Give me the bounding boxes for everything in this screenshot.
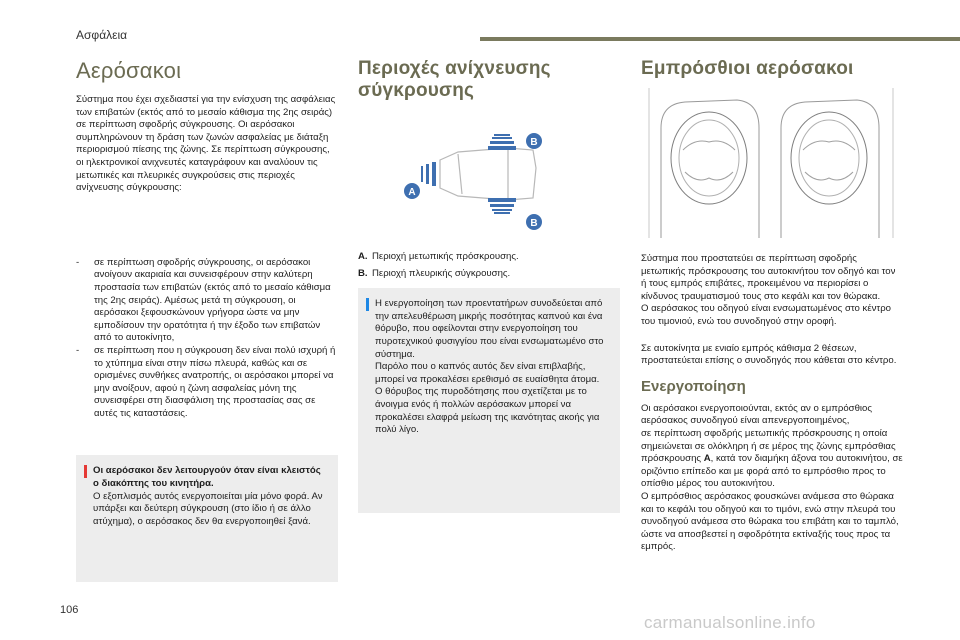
- bullet-item: - σε περίπτωση σφοδρής σύγκρουσης, οι αερόσακοι ανοίγουν ακαριαία και συνεισφέρουν στην καλύτερη προστασία των επιβατών (εκτός από το μεσαίο κάθισμα της 2ης σειράς). Αμέσως μετά τη σύγκρουση, οι αερόσακοι ξεφουσκώνουν γρήγορα ώστε να μην εμποδίσουν την ορατότητα ή την έξοδο των επιβατών από το αυτοκίνητο,: [76, 257, 338, 345]
- warning-bold: Οι αερόσακοι δεν λειτουργούν όταν είναι κλειστός ο διακόπτης του κινητήρα.: [93, 465, 321, 490]
- warning-icon: [84, 465, 87, 478]
- activation-p2-a: σε περίπτωση σφοδρής μετωπικής πρόσκρουσης η οποία σημειώνεται σε ολόκληρη ή σε μέρος της ζώνης εμπρόσθιας πρόσκρουσης: [641, 427, 896, 465]
- column-front-airbags: [641, 58, 903, 554]
- label-a: [404, 183, 420, 199]
- driver-seat-icon: [661, 100, 759, 238]
- airbags-title: Αερόσακοι: [76, 58, 182, 83]
- legend-row-b: [358, 268, 620, 281]
- front-zone: [421, 162, 436, 186]
- activation-p3: Ο εμπρόσθιος αερόσακος φουσκώνει ανάμεσα στο θώρακα και το κεφάλι του οδηγού και το τιμόνι, ενώ στην πλευρά του συνοδηγού ανάμεσα στο θώρακα του επιβάτη και το ταμπλό, ώστε να αποσβεστεί η σφοδρότητα εκτίναξής τους προς τα εμπρός.: [641, 490, 899, 553]
- label-b-bottom: [526, 214, 542, 230]
- header-rule: [480, 37, 960, 41]
- page-number: 106: [60, 604, 79, 616]
- legend-text: Περιοχή μετωπικής πρόσκρουσης.: [372, 251, 519, 262]
- activation-title: Ενεργοποίηση: [641, 377, 746, 395]
- info-box: [358, 288, 620, 513]
- side-zone-bottom: [488, 198, 516, 214]
- bullet-item: - σε περίπτωση που η σύγκρουση δεν είναι πολύ ισχυρή ή το χτύπημα είναι στην πίσω πλευρά, καθώς και σε ορισμένες συνθήκες ανατροπής, οι αερόσακοι μπορεί να μην ανοίξουν, αφού η ζώνη ασφαλείας μόνη της συνεισφέρει στη διασφάλιση της προστασίας σας σε αυτές τις καταστάσεις.: [76, 345, 338, 421]
- front-airbags-p3: Σε αυτοκίνητα με ενιαίο εμπρός κάθισμα 2 θέσεων, προστατεύεται επίσης ο συνοδηγός που κάθεται στο κέντρο.: [641, 342, 897, 367]
- detection-zones-title: Περιοχές ανίχνευσης σύγκρουσης: [358, 58, 551, 101]
- label-b-top: [526, 133, 542, 149]
- info-icon: [366, 298, 369, 311]
- warning-body: Ο εξοπλισμός αυτός ενεργοποιείται μία μόνο φορά. Αν υπάρξει και δεύτερη σύγκρουση (στο ίδιο ή σε άλλο ατύχημα), ο αερόσακος δεν θα ενεργοποιηθεί ξανά.: [93, 490, 323, 527]
- info-p3: Ο θόρυβος της πυροδότησης που σχετίζεται με το άνοιγμα ενός ή πολλών αερόσακων μπορεί να προκαλέσει ελαφρά μείωση της ικανότητας ακοής για πολύ λίγο.: [375, 386, 600, 436]
- section-label: Ασφάλεια: [76, 28, 128, 42]
- front-seats-diagram: [641, 88, 903, 238]
- zone-b-label: B: [530, 137, 538, 148]
- side-zone-top: [488, 134, 516, 150]
- legend-key: B.: [358, 267, 368, 279]
- info-text: [358, 288, 620, 447]
- zone-b-label: B: [530, 218, 538, 229]
- activation-p2: [641, 428, 903, 491]
- passenger-seat-icon: [781, 100, 879, 238]
- activation-zone-key: A: [703, 453, 711, 465]
- front-airbags-p2: Ο αερόσακος του οδηγού είναι ενσωματωμένος στο κέντρο του τιμονιού, ενώ του συνοδηγού στην οροφή.: [641, 303, 891, 327]
- watermark: carmanualsonline.info: [644, 613, 816, 632]
- airbags-intro: Σύστημα που έχει σχεδιαστεί για την ενίσχυση της ασφάλειας των επιβατών (εκτός από το μεσαίο κάθισμα της 2ης σειράς) σε περίπτωση σφοδρής σύγκρουσης. Οι αερόσακοι συμπληρώνουν τη δράση των ζωνών ασφαλείας με διάταξη περιορισμού πίεσης της ζώνης. Σε περίπτωση σύγκρουσης, οι ηλεκτρονικοί ανιχνευτές καταγράφουν και αναλύουν τις μετωπικές και πλευρικές συγκρούσεις στις περιοχές ανίχνευσης σύγκρουσης:: [76, 94, 336, 194]
- car-outline-icon: [440, 148, 536, 200]
- airbags-bullets: [76, 257, 338, 421]
- legend-row-a: [358, 251, 620, 264]
- front-airbags-title: Εμπρόσθιοι αερόσακοι: [641, 58, 854, 79]
- warning-text: [76, 455, 338, 538]
- info-p1: Η ενεργοποίηση των προεντατήρων συνοδεύεται από την απελευθέρωση μικρής ποσότητας καπνού και ένα θόρυβο, που οφείλονται στην ενεργοποίηση του πυροτεχνικού φυσιγγίου που είναι ενσωματωμένο στο σύστημα.: [375, 298, 604, 360]
- front-airbags-p1: Σύστημα που προστατεύει σε περίπτωση σφοδρής μετωπικής πρόσκρουσης του αυτοκινήτου τον οδηγό και τον ή τους εμπρός επιβάτες, προκειμένου να περιορίσει ο κίνδυνος τραυματισμού τους στο κεφάλι και τον θώρακα.: [641, 253, 896, 302]
- activation-p1: Οι αερόσακοι ενεργοποιούνται, εκτός αν ο εμπρόσθιος αερόσακος συνοδηγού είναι απενεργοποιημένος,: [641, 402, 873, 427]
- column-airbags-intro: [76, 58, 338, 582]
- zone-a-label: A: [408, 187, 416, 198]
- activation-p2-b: , κατά τον διαμήκη άξονα του αυτοκινήτου, σε οριζόντιο επίπεδο και με φορά από το εμπρόσθιο προς το οπίσθιο μέρος του αυτοκινήτου.: [641, 453, 903, 490]
- detection-zones-diagram: [358, 108, 620, 238]
- info-p2: Παρόλο που ο καπνός αυτός δεν είναι επιβλαβής, μπορεί να προκαλέσει ερεθισμό σε ευαίσθητα άτομα.: [375, 361, 600, 385]
- passenger-airbag-icon: [791, 112, 867, 204]
- driver-airbag-icon: [671, 112, 747, 204]
- legend-key: A.: [358, 251, 368, 262]
- column-detection-zones: [358, 58, 620, 513]
- legend-text: Περιοχή πλευρικής σύγκρουσης.: [372, 267, 511, 279]
- warning-box: [76, 455, 338, 582]
